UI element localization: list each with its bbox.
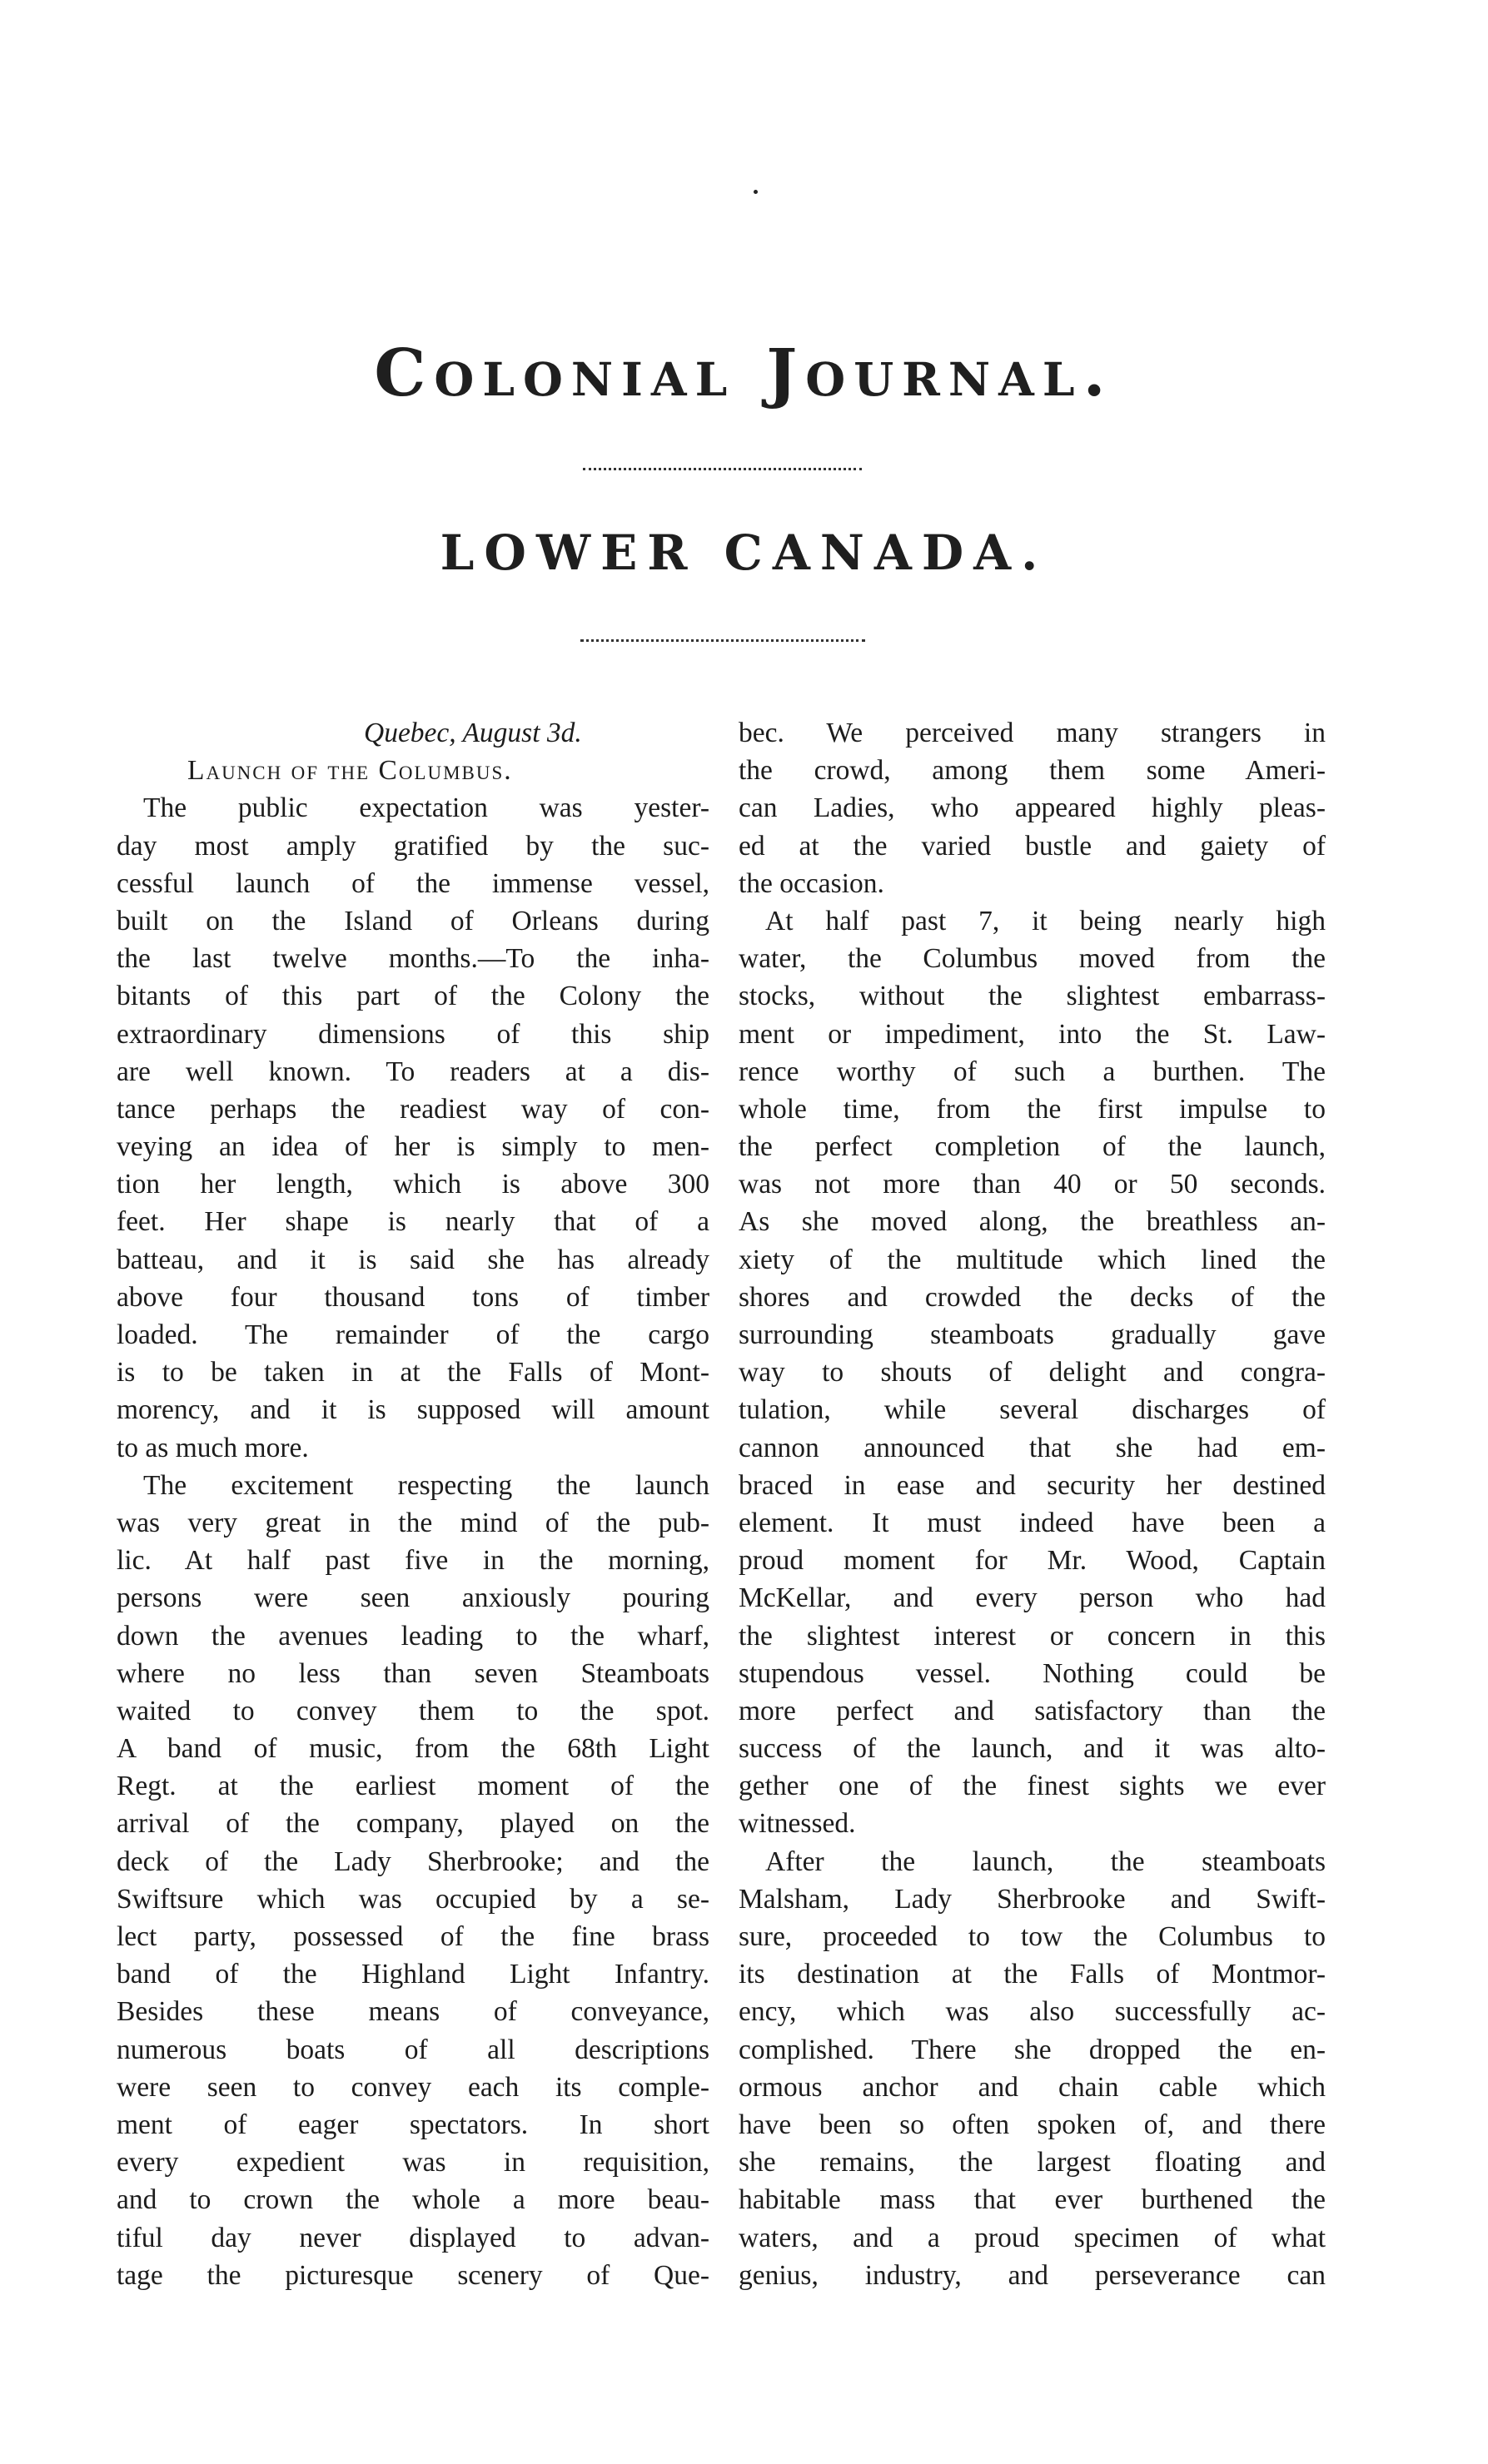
article-text-line: ency, which was also successfully ac-	[739, 1996, 1326, 2028]
article-text-line: stupendous vessel. Nothing could be	[739, 1657, 1326, 1689]
article-text-line: braced in ease and security her destined	[739, 1469, 1326, 1501]
article-text-line: where no less than seven Steamboats	[117, 1657, 709, 1689]
ink-speck	[754, 190, 758, 194]
article-text-line: xiety of the multitude which lined the	[739, 1244, 1326, 1275]
article-text-line: band of the Highland Light Infantry.	[117, 1959, 709, 1990]
article-text-line: shores and crowded the decks of the	[739, 1281, 1326, 1313]
article-text-line: Besides these means of conveyance,	[117, 1996, 709, 2028]
article-text-line: persons were seen anxiously pouring	[117, 1582, 709, 1614]
article-text-line: built on the Island of Orleans during	[117, 905, 709, 936]
article-text-line: ed at the varied bustle and gaiety of	[739, 830, 1326, 862]
article-text-line: its destination at the Falls of Montmor-	[739, 1959, 1326, 1990]
article-text-line: numerous boats of all descriptions	[117, 2034, 709, 2065]
section-title: LOWER CANADA.	[440, 524, 1048, 581]
article-text-line: The public expectation was yester-	[143, 792, 709, 824]
article-text-line: lect party, possessed of the fine brass	[117, 1921, 709, 1952]
article-text-line: The excitement respecting the launch	[143, 1469, 709, 1501]
article-text-line: more perfect and satisfactory than the	[739, 1695, 1326, 1726]
article-text-line: As she moved along, the breathless an-	[739, 1206, 1326, 1238]
article-text-line: are well known. To readers at a dis-	[117, 1056, 709, 1087]
article-text-line: tion her length, which is above 300	[117, 1169, 709, 1200]
journal-title: Colonial Journal.	[374, 335, 1114, 411]
article-text-line: surrounding steamboats gradually gave	[739, 1319, 1326, 1350]
article-text-line: extraordinary dimensions of this ship	[117, 1018, 709, 1050]
article-text-line: complished. There she dropped the en-	[739, 2034, 1326, 2065]
article-text-line: Malsham, Lady Sherbrooke and Swift-	[739, 1883, 1326, 1915]
article-text-line: water, the Columbus moved from the	[739, 943, 1326, 975]
article-text-line: feet. Her shape is nearly that of a	[117, 1206, 709, 1238]
article-text-line: down the avenues leading to the wharf,	[117, 1620, 709, 1652]
article-text-line: was very great in the mind of the pub-	[117, 1507, 709, 1538]
article-text-line: sure, proceeded to tow the Columbus to	[739, 1921, 1326, 1952]
article-text-line: stocks, without the slightest embarrass-	[739, 981, 1326, 1012]
article-text-line: have been so often spoken of, and there	[739, 2109, 1326, 2140]
article-text-line: lic. At half past five in the morning,	[117, 1545, 709, 1577]
article-text-line: ment of eager spectators. In short	[117, 2109, 709, 2140]
article-text-line: tulation, while several discharges of	[739, 1394, 1326, 1426]
article-text-line: element. It must indeed have been a	[739, 1507, 1326, 1538]
article-text-line: A band of music, from the 68th Light	[117, 1733, 709, 1765]
article-text-line: loaded. The remainder of the cargo	[117, 1319, 709, 1350]
article-text-line: ment or impediment, into the St. Law-	[739, 1018, 1326, 1050]
article-text-line: waters, and a proud specimen of what	[739, 2222, 1326, 2253]
article-text-line: success of the launch, and it was alto-	[739, 1733, 1326, 1765]
ornamental-rule-bottom	[580, 639, 865, 642]
article-text-line: above four thousand tons of timber	[117, 1281, 709, 1313]
article-text-line: morency, and it is supposed will amount	[117, 1394, 709, 1426]
article-text-line: rence worthy of such a burthen. The	[739, 1056, 1326, 1087]
article-text-line: At half past 7, it being nearly high	[765, 905, 1326, 936]
article-text-line: can Ladies, who appeared highly pleas-	[739, 792, 1326, 824]
article-text-line: the occasion.	[739, 867, 884, 899]
article-text-line: was not more than 40 or 50 seconds.	[739, 1169, 1326, 1200]
article-text-line: every expedient was in requisition,	[117, 2147, 709, 2178]
article-text-line: day most amply gratified by the suc-	[117, 830, 709, 862]
article-text-line: bitants of this part of the Colony the	[117, 981, 709, 1012]
article-text-line: ormous anchor and chain cable which	[739, 2071, 1326, 2103]
article-headline: Launch of the Columbus.	[187, 755, 513, 787]
article-right-column	[739, 714, 1326, 2294]
article-text-line: to as much more.	[117, 1432, 309, 1463]
article-text-line: and to crown the whole a more beau-	[117, 2184, 709, 2216]
article-text-line: tage the picturesque scenery of Que-	[117, 2259, 709, 2291]
article-text-line: McKellar, and every person who had	[739, 1582, 1326, 1614]
article-text-line: Regt. at the earliest moment of the	[117, 1771, 709, 1802]
article-text-line: gether one of the finest sights we ever	[739, 1771, 1326, 1802]
article-text-line: way to shouts of delight and congra-	[739, 1357, 1326, 1388]
article-text-line: the crowd, among them some Ameri-	[739, 755, 1326, 787]
ornamental-rule-top	[583, 468, 862, 470]
article-text-line: bec. We perceived many strangers in	[739, 718, 1326, 748]
article-text-line: tiful day never displayed to advan-	[117, 2222, 709, 2253]
article-text-line: deck of the Lady Sherbrooke; and the	[117, 1846, 709, 1877]
article-text-line: veying an idea of her is simply to men-	[117, 1131, 709, 1163]
article-text-line: is to be taken in at the Falls of Mont-	[117, 1357, 709, 1388]
article-left-column	[117, 714, 709, 2294]
article-text-line: waited to convey them to the spot.	[117, 1695, 709, 1726]
article-text-line: cessful launch of the immense vessel,	[117, 867, 709, 899]
article-text-line: habitable mass that ever burthened the	[739, 2184, 1326, 2216]
article-text-line: cannon announced that she had em-	[739, 1432, 1326, 1463]
article-text-line: proud moment for Mr. Wood, Captain	[739, 1545, 1326, 1577]
article-dateline: Quebec, August 3d.	[364, 718, 582, 748]
article-text-line: she remains, the largest floating and	[739, 2147, 1326, 2178]
article-text-line: the perfect completion of the launch,	[739, 1131, 1326, 1163]
article-text-line: genius, industry, and perseverance can	[739, 2259, 1326, 2291]
article-text-line: arrival of the company, played on the	[117, 1808, 709, 1840]
article-text-line: tance perhaps the readiest way of con-	[117, 1093, 709, 1125]
article-text-line: whole time, from the first impulse to	[739, 1093, 1326, 1125]
article-text-line: batteau, and it is said she has already	[117, 1244, 709, 1275]
article-text-line: were seen to convey each its comple-	[117, 2071, 709, 2103]
article-text-line: the last twelve months.—To the inha-	[117, 943, 709, 975]
article-text-line: the slightest interest or concern in this	[739, 1620, 1326, 1652]
article-text-line: After the launch, the steamboats	[765, 1846, 1326, 1877]
article-text-line: Swiftsure which was occupied by a se-	[117, 1883, 709, 1915]
article-text-line: witnessed.	[739, 1808, 856, 1840]
